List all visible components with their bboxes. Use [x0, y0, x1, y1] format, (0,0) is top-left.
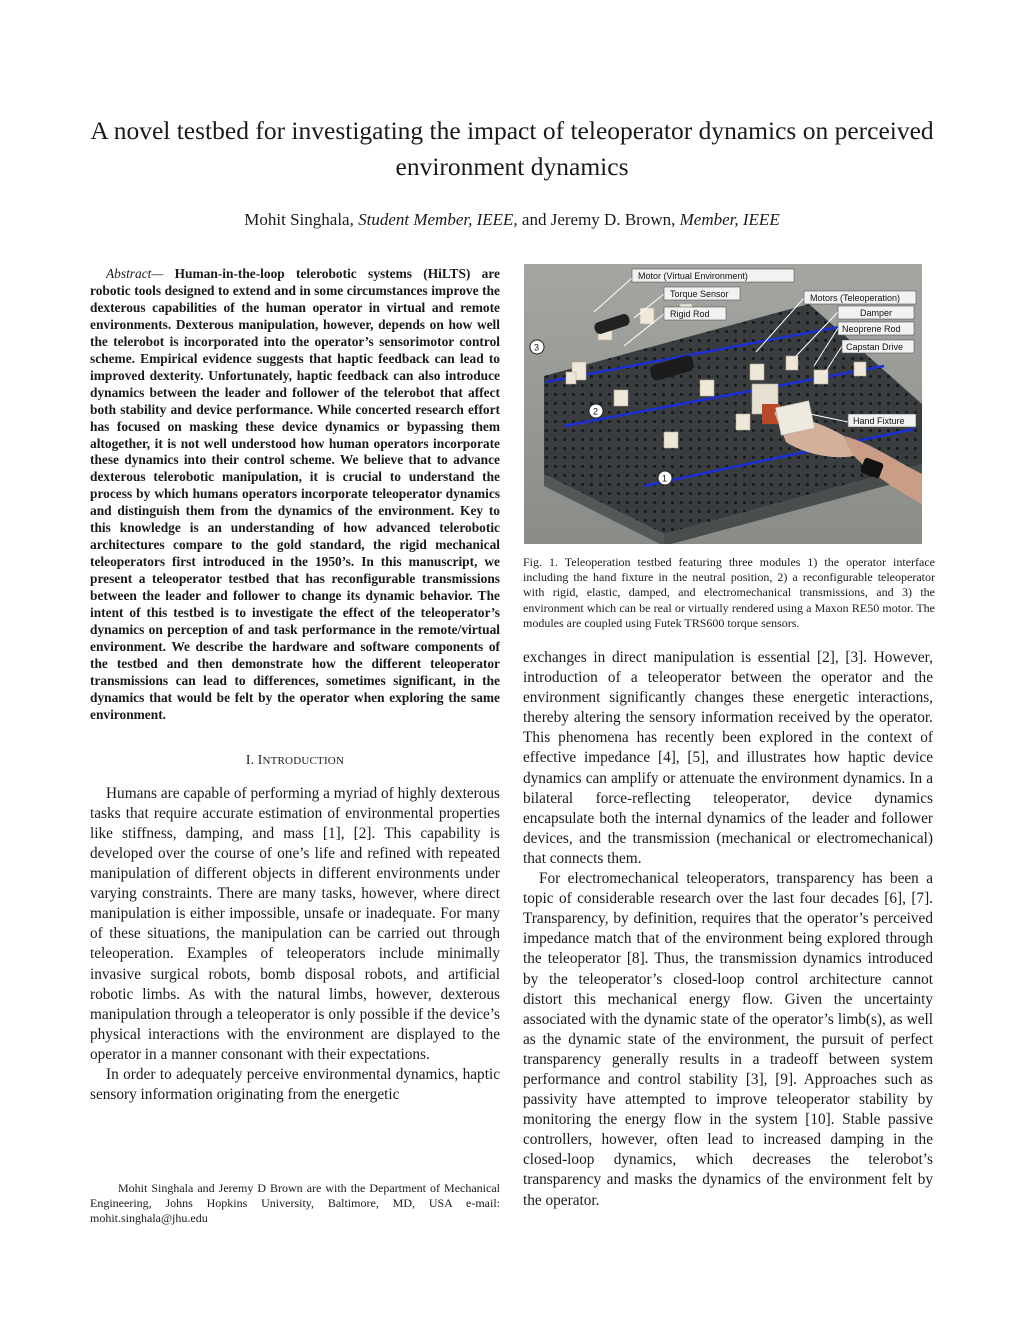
- intro-paragraph-1: Humans are capable of performing a myriad of highly dexterous tasks that require accurate estimation of environmental properties like stiffness, damping, and mass [1], [2]. This capability is developed over the course of one’s life and refined with repeated manipulation of different objects in different environments under varying constraints. There are many tasks, however, where direct manipulation is either impossible, unsafe or inadequate. For many of these situations, the manipulation can be carried out through teleoperation. Examples of teleoperators include minimally invasive surgical robots, bomb disposal robots, and artificial robotic limbs. As with the natural limbs, however, dexterous manipulation through a teleoperator is only possible if the device’s physical interactions with the environment are displayed to the operator in a manner consonant with their expectations.: [90, 784, 500, 1063]
- author-2-role: Member, IEEE: [679, 210, 780, 229]
- left-column: [90, 266, 500, 1105]
- abstract: [90, 266, 500, 724]
- module-number-1: [658, 471, 672, 485]
- abstract-text: Human-in-the-loop telerobotic systems (HiLTS) are robotic tools designed to extend and in some circumstances improve the dexterous capabilities of the human operator in virtual and remote environments. Dexterous manipulation, however, depends on how well the telerobot is incorporated into the operator’s sensorimotor control scheme. Empirical evidence suggests that haptic feedback can lead to improved dexterity. Unfortunately, haptic feedback can also introduce dynamics between the leader and follower of the telerobot that affect both stability and device performance. While concerted research effort has focused on masking these device dynamics or bypassing them altogether, it is not well understood how human operators incorporate these dynamics into their control scheme. We believe that to advance dexterous telerobotic manipulation, it is crucial to understand the process by which humans operators incorporate teleoperator dynamics and distinguish them from the dynamics of the environment. Key to this knowledge is an understanding of how advanced telerobotic architectures compare to the gold standard, the rigid mechanical teleoperators first introduced in the 1950’s. In this manuscript, we present a teleoperator testbed that has reconfigurable transmissions between the leader and follower to change its dynamic behavior. The intent of this testbed is to investigate the effect of the teleoperator’s dynamics on perception of and task performance in the remote/virtual environment. We describe the hardware and software components of the testbed and then demonstrate how the different teleoperator transmissions can lead to differences, sometimes significant, in the dynamics that would be felt by the operator when exploring the same environment.: [90, 266, 501, 722]
- footnote-text: Mohit Singhala and Jeremy D Brown are with the Department of Mechanical Engineering, Johns Hopkins University, Baltimore, MD, USA e-mail: mohit.singhala@jhu.edu: [90, 1181, 500, 1226]
- section-number: I.: [245, 751, 255, 767]
- svg-text:Hand Fixture: Hand Fixture: [853, 416, 905, 426]
- svg-text:Rigid Rod: Rigid Rod: [670, 309, 710, 319]
- section-heading-introduction: [90, 752, 500, 768]
- svg-text:Capstan Drive: Capstan Drive: [846, 342, 904, 352]
- paper-title: A novel testbed for investigating the impact of teleoperator dynamics on perceived environment dynamics: [90, 116, 934, 181]
- right-column: [523, 648, 933, 1211]
- svg-text:Motors (Teleoperation): Motors (Teleoperation): [810, 293, 901, 303]
- intro-paragraph-2: In order to adequately perceive environmental dynamics, haptic sensory information originating from the energetic: [90, 1066, 500, 1104]
- svg-text:Damper: Damper: [860, 308, 893, 318]
- svg-text:Motor (Virtual Environment): Motor (Virtual Environment): [638, 271, 748, 281]
- module-number-3: [530, 340, 544, 354]
- svg-text:Neoprene Rod: Neoprene Rod: [842, 324, 901, 334]
- section-title-initial: I: [257, 751, 263, 767]
- figure-testbed-photo: [524, 264, 922, 544]
- author-2: and Jeremy D. Brown,: [521, 210, 676, 229]
- abstract-lead: Abstract—: [106, 266, 164, 281]
- author-1-role: Student Member, IEEE,: [358, 210, 518, 229]
- svg-text:2: 2: [593, 406, 599, 417]
- section-title-rest: NTRODUCTION: [262, 754, 345, 767]
- figure-caption: Fig. 1. Teleoperation testbed featuring three modules 1) the operator interface including the hand fixture in the neutral position, 2) a reconfigurable teleoperator with rigid, elastic, damped, and electromechanical transmissions, and 3) the environment which can be real or virtually rendered using a Maxon RE50 motor. The modules are coupled using Futek TRS600 torque sensors.: [523, 555, 935, 630]
- author-line: [90, 208, 934, 232]
- intro-paragraph-2-continued: exchanges in direct manipulation is essential [2], [3]. However, introduction of a teleoperator between the operator and the environment significantly changes these energetic interactions, thereby altering the sensory information received by the operator. This phenomena has recently been explored in the context of effective impedance [4], [5], and illustrates how haptic device dynamics can amplify or attenuate the environment dynamics. In a bilateral force-reflecting teleoperator, device dynamics encapsulate both the internal dynamics of the leader and follower devices, and the transmission (mechanical or electromechanical) that connects them.: [523, 649, 933, 867]
- testbed-illustration: [524, 264, 922, 544]
- svg-text:3: 3: [534, 342, 540, 353]
- author-1: Mohit Singhala,: [244, 210, 354, 229]
- svg-text:1: 1: [662, 473, 668, 484]
- svg-text:Torque Sensor: Torque Sensor: [670, 289, 729, 299]
- author-affiliation-footnote: [90, 1181, 500, 1227]
- module-number-2: [589, 404, 603, 418]
- intro-paragraph-3: For electromechanical teleoperators, transparency has been a topic of considerable research over the last four decades [6], [7]. Transparency, by definition, requires that the operator’s perceived impedance match that of the environment being explored through the teleoperator [8]. Thus, the transmission dynamics introduced by the teleoperator’s closed-loop control architecture cannot distort this mechanical energy flow. Given the uncertainty associated with the dynamic state of the operator’s limb(s), as well as the dynamic state of the environment, the pursuit of perfect transparency generally results in a tradeoff between system performance and control stability [3], [9]. Approaches such as passivity have attempted to improve teleoperator stability by monitoring the energy flow in the system [10]. Stable passive controllers, however, often lead to increased damping in the closed-loop dynamics, which decreases the telerobot’s transparency and masks the dynamics of the environment felt by the operator.: [523, 870, 933, 1209]
